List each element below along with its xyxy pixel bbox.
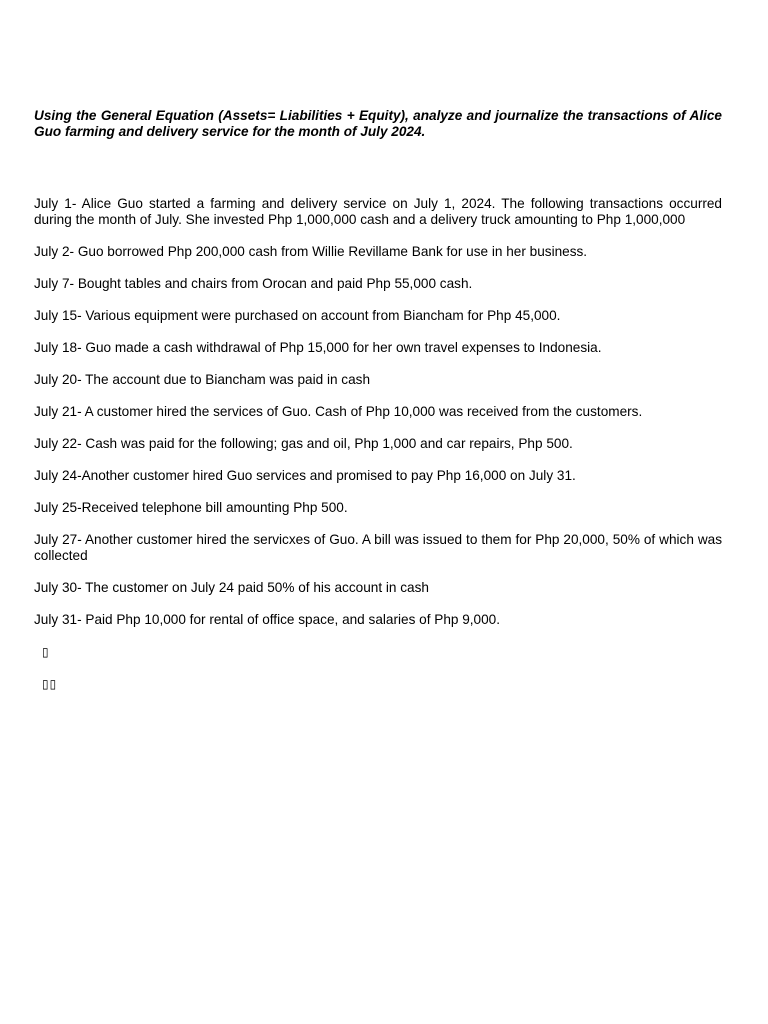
transaction-july-21: July 21- A customer hired the services of Guo. Cash of Php 10,000 was received from the customers.	[34, 404, 643, 419]
transaction-list	[34, 196, 722, 692]
placeholder-glyph: ▯▯	[42, 677, 58, 691]
document-page	[34, 108, 722, 708]
transaction-july-2: July 2- Guo borrowed Php 200,000 cash from Willie Revillame Bank for use in her business.	[34, 244, 588, 259]
transaction-july-15: July 15- Various equipment were purchased on account from Biancham for Php 45,000.	[34, 308, 561, 323]
transaction-july-25: July 25-Received telephone bill amounting Php 500.	[34, 500, 348, 515]
transaction-july-31: July 31- Paid Php 10,000 for rental of office space, and salaries of Php 9,000.	[34, 612, 501, 627]
transaction-july-18: July 18- Guo made a cash withdrawal of Php 15,000 for her own travel expenses to Indonesia.	[34, 340, 602, 355]
transaction-july-20: July 20- The account due to Biancham was paid in cash	[34, 372, 371, 387]
instructions-heading: Using the General Equation (Assets= Liabilities + Equity), analyze and journalize the transactions of Alice Guo farming and delivery service for the month of July 2024.	[34, 108, 722, 139]
transaction-july-30: July 30- The customer on July 24 paid 50% of his account in cash	[34, 580, 429, 595]
transaction-july-24: July 24-Another customer hired Guo services and promised to pay Php 16,000 on July 31.	[34, 468, 576, 483]
placeholder-glyph: ▯	[42, 645, 50, 659]
transaction-july-22: July 22- Cash was paid for the following; gas and oil, Php 1,000 and car repairs, Php 500.	[34, 436, 573, 451]
transaction-july-1: July 1- Alice Guo started a farming and delivery service on July 1, 2024. The following transactions occurred during the month of July. She invested Php 1,000,000 cash and a delivery truck amounting to Php 1,000,000	[34, 196, 722, 227]
transaction-july-7: July 7- Bought tables and chairs from Orocan and paid Php 55,000 cash.	[34, 276, 473, 291]
transaction-july-27: July 27- Another customer hired the servicxes of Guo. A bill was issued to them for Php 20,000, 50% of which was collected	[34, 532, 722, 563]
